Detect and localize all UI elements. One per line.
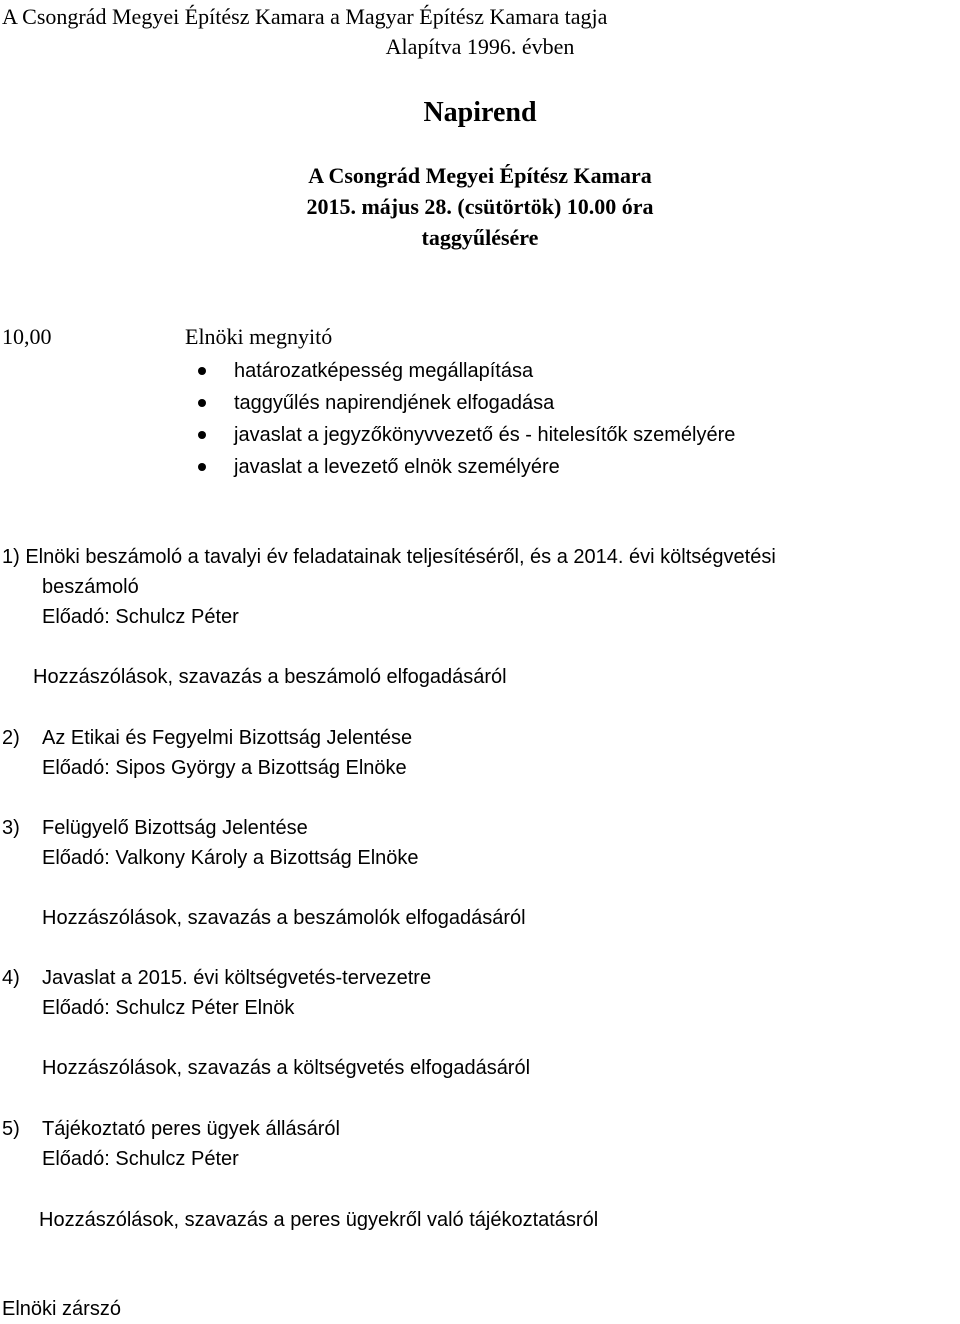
item1-discussion: Hozzászólások, szavazás a beszámoló elfogadásáról [33,666,507,688]
item2-title: Az Etikai és Fegyelmi Bizottság Jelentése [42,727,413,749]
item1-presenter: Előadó: Schulcz Péter [42,606,239,628]
header-line-1: A Csongrád Megyei Építész Kamara a Magyar Építész Kamara tagja [2,4,608,29]
header-line-2-text: Alapítva 1996. évben [385,34,575,59]
list-item [198,356,735,388]
bullet-icon [198,367,206,375]
item5-presenter: Előadó: Schulcz Péter [42,1148,239,1170]
item1-title-continued: beszámoló [42,576,139,598]
item4-presenter: Előadó: Schulcz Péter Elnök [42,997,295,1019]
subtitle-line-1: A Csongrád Megyei Építész Kamara [308,163,652,188]
bullet-icon [198,463,206,471]
list-item [198,420,735,452]
bullet-icon [198,431,206,439]
opening-label: Elnöki megnyitó [185,324,333,349]
item3-discussion: Hozzászólások, szavazás a beszámolók elfogadásáról [42,907,526,929]
item2-presenter: Előadó: Sipos György a Bizottság Elnöke [42,757,407,779]
item4-number: 4) [2,967,20,989]
item3-presenter: Előadó: Valkony Károly a Bizottság Elnöke [42,847,419,869]
opening-time: 10,00 [2,324,52,349]
list-item-text: javaslat a jegyzőkönyvvezető és - hitelesítők személyére [234,424,736,446]
item1-title: 1) Elnöki beszámoló a tavalyi év feladatainak teljesítéséről, és a 2014. évi költségvetési [2,546,776,568]
list-item-text: határozatképesség megállapítása [234,360,534,382]
item4-title: Javaslat a 2015. évi költségvetés-tervezetre [42,967,432,989]
item3-title: Felügyelő Bizottság Jelentése [42,817,308,839]
list-item-text: javaslat a levezető elnök személyére [234,456,560,478]
opening-bullet-list [198,356,735,484]
subtitle-line-2: 2015. május 28. (csütörtök) 10.00 óra [306,194,654,219]
header-line-2 [0,32,960,62]
item5-title: Tájékoztató peres ügyek állásáról [42,1118,340,1140]
bullet-icon [198,399,206,407]
list-item [198,388,735,420]
item5-number: 5) [2,1118,20,1140]
list-item-text: taggyűlés napirendjének elfogadása [234,392,555,414]
item4-discussion: Hozzászólások, szavazás a költségvetés elfogadásáról [42,1057,531,1079]
item2-number: 2) [2,727,20,749]
list-item [198,452,735,484]
subtitle-line-3: taggyűlésére [421,225,539,250]
item5-discussion: Hozzászólások, szavazás a peres ügyekről való tájékoztatásról [39,1209,599,1231]
closing: Elnöki zárszó [2,1298,121,1320]
page-title: Napirend [423,97,537,128]
item3-number: 3) [2,817,20,839]
